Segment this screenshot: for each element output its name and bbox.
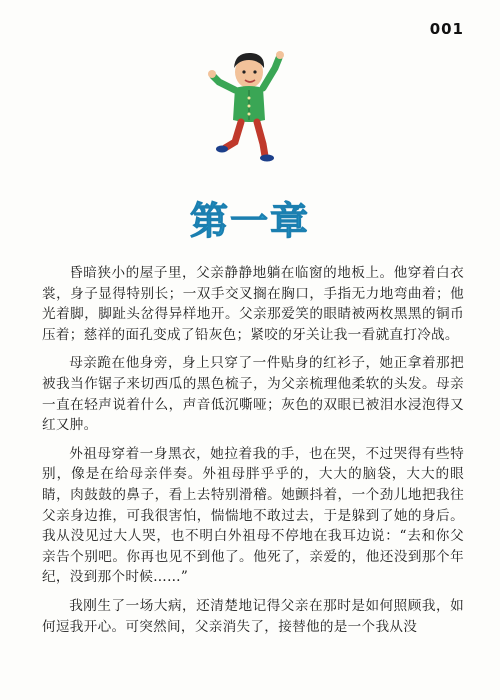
- dancing-boy-illustration: [205, 38, 295, 163]
- chapter-title: 第一章: [189, 199, 310, 243]
- page-number: 001: [429, 20, 464, 38]
- paragraph: 母亲跪在他身旁，身上只穿了一件贴身的红衫子，她正拿着那把被我当作锯子来切西瓜的黑色梳子，为父亲梳理他柔软的头发。母亲一直在轻声说着什么，声音低沉嘶哑；灰色的双眼已被泪水浸泡得又红又肿。: [42, 355, 464, 434]
- body-text: [42, 263, 464, 645]
- paragraph: 昏暗狭小的屋子里，父亲静静地躺在临窗的地板上。他穿着白衣裳，身子显得特别长；一双手交叉搁在胸口，手指无力地弯曲着；他光着脚，脚趾头岔得异样地开。父亲那爱笑的眼睛被两枚黑黑的铜币压着；慈祥的面孔变成了铅灰色；紧咬的牙关让我一看就直打冷战。: [42, 265, 464, 343]
- paragraph: 外祖母穿着一身黑衣，她拉着我的手，也在哭，不过哭得有些特别，像是在给母亲伴奏。外祖母胖乎乎的，大大的脑袋，大大的眼睛，肉鼓鼓的鼻子，看上去特别滑稽。她颤抖着，一个劲儿地把我往父亲身边推，可我很害怕，惴惴地不敢过去，于是躲到了她的身后。我从没见过大人哭，也不明白外祖母不停地在我耳边说：“去和你父亲告个别吧。你再也见不到他了。他死了，亲爱的，他还没到那个年纪，没到那个时候……”: [42, 445, 464, 586]
- paragraph: 我刚生了一场大病，还清楚地记得父亲在那时是如何照顾我，如何逗我开心。可突然间，父亲消失了，接替他的是一个我从没: [42, 597, 464, 635]
